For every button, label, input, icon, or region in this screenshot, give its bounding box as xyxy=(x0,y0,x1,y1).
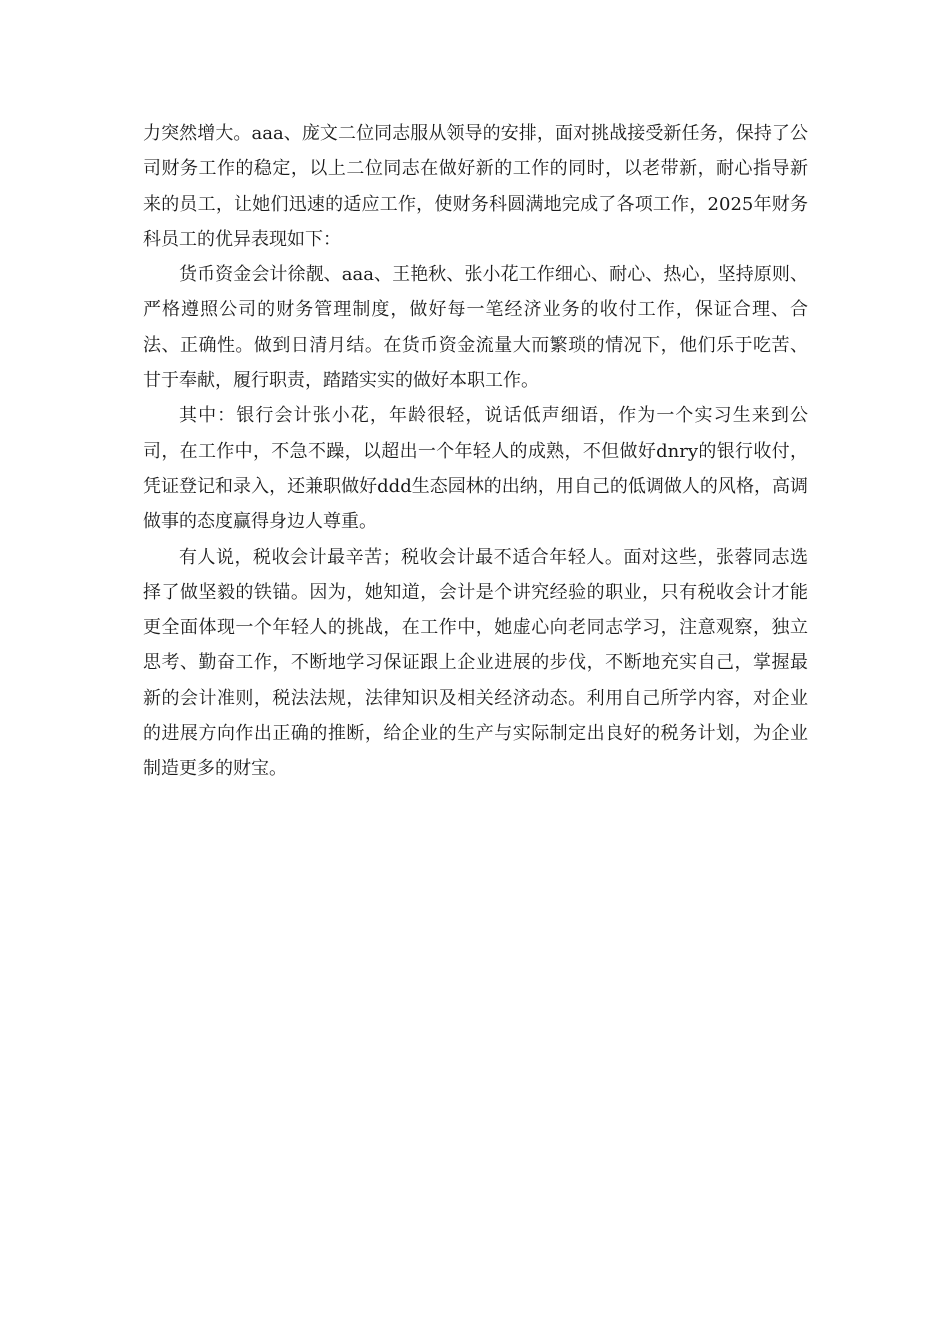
document-body xyxy=(143,116,808,787)
paragraph-tax-accountant: 有人说，税收会计最辛苦；税收会计最不适合年轻人。面对这些，张蓉同志选择了做坚毅的铁锚。因为，她知道，会计是个讲究经验的职业，只有税收会计才能更全面体现一个年轻人的挑战，在工作中，她虚心向老同志学习，注意观察，独立思考、勤奋工作，不断地学习保证跟上企业进展的步伐，不断地充实自己，掌握最新的会计准则，税法法规，法律知识及相关经济动态。利用自己所学内容，对企业的进展方向作出正确的推断，给企业的生产与实际制定出良好的税务计划，为企业制造更多的财宝。 xyxy=(143,546,808,780)
paragraph-continuation: 力突然增大。aaa、庞文二位同志服从领导的安排，面对挑战接受新任务，保持了公司财务工作的稳定，以上二位同志在做好新的工作的同时，以老带新，耐心指导新来的员工，让她们迅速的适应工作，使财务科圆满地完成了各项工作，2025年财务科员工的优异表现如下： xyxy=(143,123,808,250)
paragraph-bank-accountant: 其中：银行会计张小花，年龄很轻，说话低声细语，作为一个实习生来到公司，在工作中，不急不躁，以超出一个年轻人的成熟，不但做好dnry的银行收付，凭证登记和录入，还兼职做好ddd生态园林的出纳，用自己的低调做人的风格，高调做事的态度赢得身边人尊重。 xyxy=(143,405,808,533)
paragraph-cash-accountants: 货币资金会计徐靓、aaa、王艳秋、张小花工作细心、耐心、热心，坚持原则、严格遵照公司的财务管理制度，做好每一笔经济业务的收付工作，保证合理、合法、正确性。做到日清月结。在货币资金流量大而繁琐的情况下，他们乐于吃苦、甘于奉献，履行职责，踏踏实实的做好本职工作。 xyxy=(143,264,808,392)
